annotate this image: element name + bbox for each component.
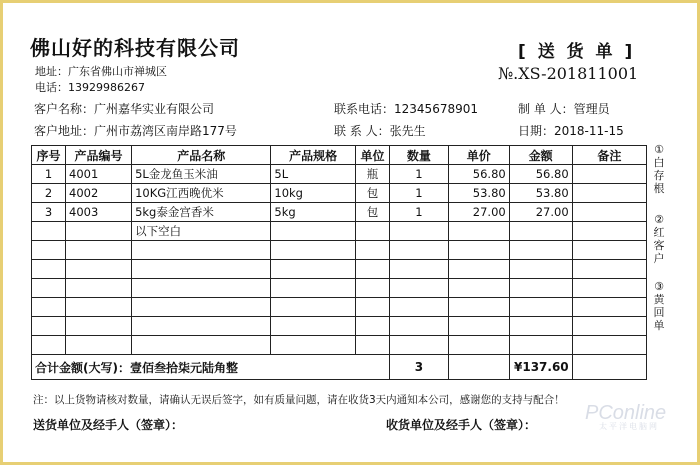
- cell-qty: 1: [390, 203, 449, 222]
- cell-spec: 5kg: [271, 203, 356, 222]
- watermark-logo: PConline 太平洋电脑网: [585, 402, 667, 431]
- maker-label: 制 单 人：: [518, 102, 574, 116]
- cell-product: 10KG江西晚优米: [132, 184, 271, 203]
- document-title: [ 送 货 单 ]: [518, 42, 636, 62]
- maker: 管理员: [573, 102, 610, 116]
- document-number: №.XS-201811001: [498, 64, 639, 83]
- cell-remark: [572, 203, 646, 222]
- cell-remark: [572, 184, 646, 203]
- contact-person-label: 联 系 人：: [334, 124, 390, 138]
- contact-tel: 12345678901: [394, 102, 478, 116]
- cell-remark: [572, 165, 646, 184]
- contact-tel-row: [334, 100, 478, 117]
- table-header-row: [32, 146, 647, 165]
- cell-unit: 瓶: [355, 165, 389, 184]
- contact-person: 张先生: [389, 124, 426, 138]
- blank-note-row: [32, 222, 647, 241]
- customer-name-label: 客户名称：: [34, 102, 95, 116]
- cell-product: 5L金龙鱼玉米油: [132, 165, 271, 184]
- total-row: [32, 355, 647, 380]
- cell-spec: 5L: [271, 165, 356, 184]
- customer-address-row: [34, 122, 237, 139]
- receiver-signature: 收货单位及经手人（签章）：: [386, 418, 537, 432]
- cell-code: 4001: [66, 165, 132, 184]
- col-header: 数量: [390, 146, 449, 165]
- date: 2018-11-15: [554, 124, 624, 138]
- empty-row: [32, 241, 647, 260]
- col-header: 金额: [509, 146, 572, 165]
- cell-amount: 27.00: [509, 203, 572, 222]
- side-note-white: ①白存根: [653, 143, 665, 195]
- side-note-yellow: ③黄回单: [653, 280, 665, 332]
- empty-row: [32, 260, 647, 279]
- total-amount: ¥137.60: [509, 355, 572, 380]
- cell-spec: 10kg: [271, 184, 356, 203]
- empty-row: [32, 279, 647, 298]
- empty-row: [32, 336, 647, 355]
- footer-note: 注：以上货物请核对数量，请确认无误后签字，如有质量问题，请在收货3天内通知本公司，感谢您的支持与配合！: [33, 394, 565, 406]
- customer-name: 广州嘉华实业有限公司: [94, 102, 215, 116]
- customer-address: 广州市荔湾区南岸路177号: [94, 124, 237, 138]
- table-row: [32, 184, 647, 203]
- maker-row: [518, 100, 610, 117]
- date-row: [518, 122, 624, 139]
- col-header: 单位: [355, 146, 389, 165]
- cell-qty: 1: [390, 184, 449, 203]
- sender-signature: 送货单位及经手人（签章）：: [33, 418, 184, 432]
- cell-code: 4002: [66, 184, 132, 203]
- date-label: 日期：: [518, 124, 555, 138]
- col-header: 产品编号: [66, 146, 132, 165]
- cell-seq: 2: [32, 184, 66, 203]
- side-note-red: ②红客户: [653, 213, 665, 265]
- cell-amount: 56.80: [509, 165, 572, 184]
- cell-unit: 包: [355, 203, 389, 222]
- cell-code: 4003: [66, 203, 132, 222]
- customer-address-label: 客户地址：: [34, 124, 95, 138]
- empty-row: [32, 298, 647, 317]
- col-header: 产品规格: [271, 146, 356, 165]
- cell-seq: 3: [32, 203, 66, 222]
- cell-unit: 包: [355, 184, 389, 203]
- cell-amount: 53.80: [509, 184, 572, 203]
- total-qty: 3: [390, 355, 449, 380]
- empty-row: [32, 317, 647, 336]
- table-row: [32, 203, 647, 222]
- col-header: 产品名称: [132, 146, 271, 165]
- goods-table: [31, 145, 647, 380]
- customer-name-row: [34, 100, 214, 117]
- cell-price: 56.80: [448, 165, 509, 184]
- col-header: 备注: [572, 146, 646, 165]
- cell-price: 53.80: [448, 184, 509, 203]
- col-header: 单价: [448, 146, 509, 165]
- table-row: [32, 165, 647, 184]
- company-phone: 电话：13929986267: [35, 81, 145, 94]
- cell-seq: 1: [32, 165, 66, 184]
- blank-note: 以下空白: [132, 222, 271, 241]
- cell-price: 27.00: [448, 203, 509, 222]
- company-address: 地址：广东省佛山市禅城区: [35, 65, 167, 78]
- cell-qty: 1: [390, 165, 449, 184]
- contact-person-row: [334, 122, 426, 139]
- col-header: 序号: [32, 146, 66, 165]
- total-amount-words: 合计金额(大写)：壹佰叁拾柒元陆角整: [32, 355, 390, 380]
- company-name: 佛山好的科技有限公司: [30, 36, 240, 60]
- cell-product: 5kg泰金宫香米: [132, 203, 271, 222]
- contact-tel-label: 联系电话：: [334, 102, 395, 116]
